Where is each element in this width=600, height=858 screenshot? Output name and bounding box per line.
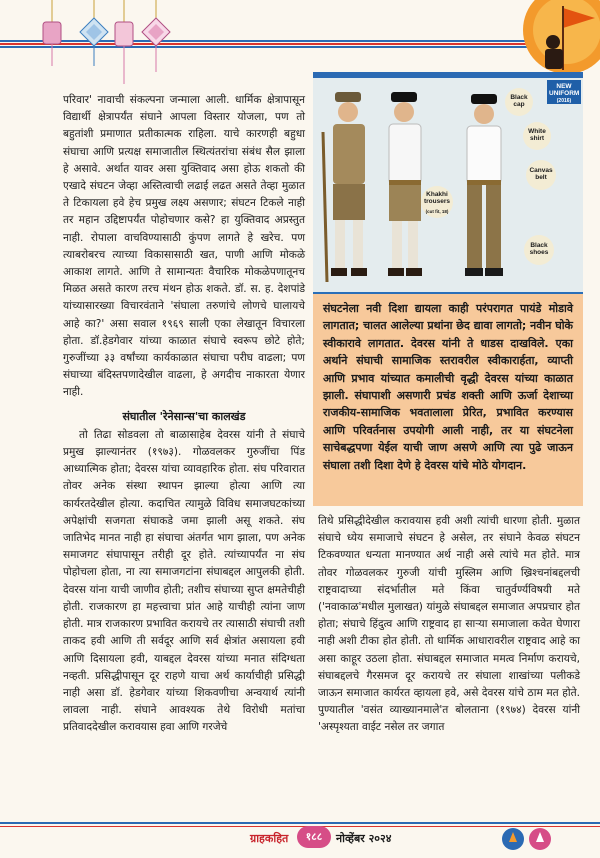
pull-quote-text: संघटनेला नवी दिशा द्यायला काही परंपरागत पायंडे मोडावे लागतात; चालत आलेल्या प्रथांना छेद द्यावा लागतो; नवीन घोके स्वीकारावे लागतात. देवरस यांनी ते धाडस दाखविले. एका अर्थाने संघाची सामाजिक स्तरावरील स्वीकारार्हता, व्याप्ती आणि प्रभाव यांच्यात कमालीची वृद्धी देवरस यांच्या काळात झाली. संघापाशी असणारी प्रचंड शक्ती आणि ऊर्जा देशाच्या राजकीय-सामाजिक भवतालाला प्रेरित, प्रभावित करण्यास आणि परिवर्तनास उपयोगी आली नाही, तर या संघटनेला साचेबद्धपणा येईल याची जाण असणे आणि त्या पुढे जाऊन संघाला तशी दिशा देणे हे देवरस यांचे मोठे योगदान. xyxy=(323,302,573,472)
khakhi-trousers-label: Khakhi trousers xyxy=(423,191,450,205)
magazine-name: ग्राहकहित xyxy=(250,832,289,845)
left-text-column xyxy=(63,92,305,737)
trousers-sub-label: (cut fit, 18) xyxy=(425,209,449,214)
canvas-belt-label: Canvas belt xyxy=(529,167,553,181)
saffron-flag-emblem-icon xyxy=(505,0,600,75)
uniform-figures-illustration xyxy=(313,72,583,292)
section-paragraph: तो तिढा सोडवला तो बाळासाहेब देवरस यांनी ते संघाचे प्रमुख झाल्यानंतर (१९७३). गोळवलकर गुरुजींचा पिंड आध्यात्मिक होता; देवरस यांचा व्यावहारिक होता. संघ परिवारात तोवर अनेक संस्था स्थापन झाल्या होत्या आणि त्या कार्यरतदेखील होत्या. कदाचित त्यामुळे विविध समाजघटकांच्या अपेक्षांची सजगता संघाकडे जमा झाली असू शकते. संघ जातिभेद मानत नाही हा संघाचा अंतर्गत भाग झाला, पण अनेक समाजगट संघापासून तरीही दूर होते. त्यांच्यापर्यंत ना संघ पोहोचला होता, ना त्या समाजगटांना संघाबद्दल आपुलकी होती. देवरस यांना याची जाणीव होती; तशीच संघाच्या सुप्त क्षमतेचीही होती. राजकारण हा महत्त्वाचा प्रांत आहे याचीही त्यांना जाण होती. मात्र राजकारण प्रभावित करायचे तर त्यासाठी संघाची तशी ताकद हवी आणि ती सर्वदूर आणि सर्व क्षेत्रांत असायला हवी आणि दिसायला हवी, याबद्दल देवरस यांच्या मनात संदिग्धता नव्हती. प्रसिद्धीपासून दूर राहणे याचा अर्थ कार्याचीही प्रसिद्धी नाही असा डॉ. हेडगेवार यांच्या शिकवणीचा अन्वयार्थ त्यांनी लावला नाही. संघाने आवश्यक तेथे विरोधी मतांचा प्रतिवाददेखील करावयास हवा आणि गरजेचे xyxy=(63,428,305,734)
white-shirt-label: White shirt xyxy=(528,128,546,142)
footer-emblem-icon xyxy=(500,826,560,852)
new-uniform-label: NEW UNIFORM xyxy=(549,83,580,97)
page-footer xyxy=(0,812,600,858)
pull-quote-box xyxy=(313,292,583,506)
page-number: १८८ xyxy=(297,826,331,848)
black-cap-label: Black cap xyxy=(510,94,528,108)
header-decoration xyxy=(0,0,600,62)
right-paragraph: तिथे प्रसिद्धीदेखील करावयास हवी अशी त्यांची धारणा होती. मुळात संघाचे ध्येय समाजाचे संघटन हे असेल, तर संघाने केवळ संघटन टिकवण्यात धन्यता मानण्यात अर्थ नाही असे त्यांचे मत होते. मात्र तोवर गोळवलकर गुरुजी यांची मुस्लिम आणि ख्रिश्चनांबद्दलची राष्ट्रवादाच्या संदर्भातील मते किंवा चातुर्वर्ण्यविषयी मते ('नवाकाळ'मधील मुलाखत) यांमुळे संघाबद्दल समाजात अपप्रचार होत होता; संघाचे हिंदुत्व आणि राष्ट्रवाद हा साऱ्या समाजाला कवेत घेणारा नाही अशी टीका होत होती. तो धार्मिक आधारावरील राष्ट्रवाद आहे का असा काहूर उठला होता. संघाबद्दल समाजात ममत्व निर्माण करायचे, संघाबद्दलचे गैरसमज दूर करायचे तर संघाला शाखांच्या पलीकडे जाऊन समाजात कार्यरत व्हायला हवे, असे देवरस यांचे ठाम मत होते. पुण्यातील 'वसंत व्याख्यानमाले'त बोलताना (१९७४) देवरस यांनी 'अस्पृश्यता वाईट नसेल तर जगात xyxy=(318,515,580,734)
issue-date: नोव्हेंबर २०२४ xyxy=(336,832,392,845)
section-heading: संघातील 'रेनेसान्स'चा कालखंड xyxy=(122,409,246,423)
new-uniform-year-label: (2016) xyxy=(556,98,572,104)
lantern-icon xyxy=(38,0,188,95)
intro-paragraph: परिवार' नावाची संकल्पना जन्माला आली. धार्मिक क्षेत्रापासून विद्यार्थी क्षेत्रापर्यंत संघाने आपला विस्तार योजला, पण तो बहुतांशी प्रमाणात प्रतीकात्मक राहिला. याचे कारणही बहुधा संघाचा आणि प्रत्यक्ष समाजातील स्थित्यंतरांचा संबंध सैल झाला हे असावे. अर्थात यावर असा युक्तिवाद असा होऊ शकतो की एखादे संघटन जेव्हा अस्तित्वाची लढाई लढत असते तेव्हा मुळात ते टिकायला हवे हेच प्रमुख लक्ष्य असणार; संघटन टिकले नाही तर महान उद्दिष्टापर्यंत पोहोचणार कसे? हा युक्तिवाद अप्रस्तुत नाही. रोपाला वाचविण्यासाठी कुंपण लागते हे खरेच. पण त्याबरोबरच त्याच्या विकासासाठी खत, पाणी आणि मोकळे आकाश लागते. आणि ते सामान्यतः वैचारिक मोकळेपणातूनच मिळत असते कारण तरच मंथन होऊ शकते. डॉ. स. ह. देशपांडे यांच्यासारख्या विचारवंताने 'संघाला तरुणांचे लोणचे घालायचे आहे का?' असा सवाल १९६९ साली एका लेखातून विचारला होता. डॉ.हेडगेवार यांच्या काळात संघाचे स्वरूप छोटे होते; गुरुजींच्या ३३ वर्षांच्या कार्यकाळात संघाचा परीघ वाढला; पण संघाच्या बंदिस्तपणादेखील वाढला, हे अगदीच नाकारता येणार नाही. xyxy=(63,94,305,399)
uniform-photo xyxy=(313,72,583,292)
black-shoes-label: Black shoes xyxy=(529,242,549,256)
right-text-column xyxy=(318,513,580,737)
